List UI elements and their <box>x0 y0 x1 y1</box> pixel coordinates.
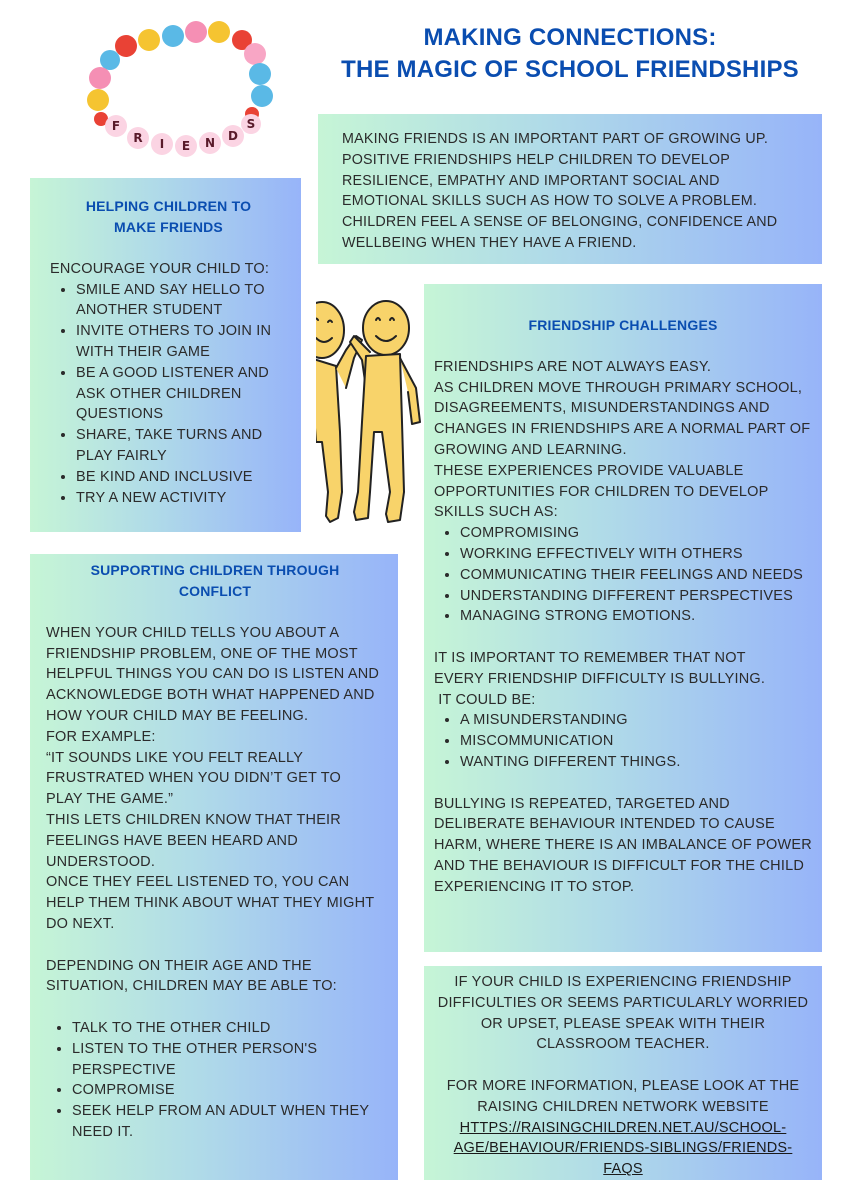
supporting-list <box>46 1018 384 1143</box>
letter-bead: S <box>246 117 256 131</box>
letter-beads <box>105 114 261 157</box>
list-item: • SMILE AND SAY HELLO TO ANOTHER STUDENT <box>76 280 287 322</box>
challenges-para: IT COULD BE: <box>434 691 536 708</box>
challenges-para: BULLYING IS REPEATED, TARGETED AND DELIBERATE BEHAVIOUR INTENDED TO CAUSE HARM, WHERE THERE IS AN IMBALANCE OF POWER AND THE BEHAVIOUR IS DIFFICULT FOR THE CHILD EXPERIENCING IT TO STOP. <box>434 795 812 895</box>
supporting-children-box <box>30 554 398 1180</box>
info-para: FOR MORE INFORMATION, PLEASE LOOK AT THE RAISING CHILDREN NETWORK WEBSITE <box>446 1077 800 1115</box>
helping-heading <box>50 196 287 238</box>
list-item: • COMPROMISING <box>460 523 812 544</box>
raising-children-link[interactable]: HTTPS://RAISINGCHILDREN.NET.AU/SCHOOL-AGE/BEHAVIOUR/FRIENDS-SIBLINGS/FRIENDS-FAQS <box>453 1119 793 1178</box>
supporting-para: “IT SOUNDS LIKE YOU FELT REALLY FRUSTRATED WHEN YOU DIDN’T GET TO PLAY THE GAME.” <box>46 749 342 808</box>
list-item: • BE A GOOD LISTENER AND ASK OTHER CHILDREN QUESTIONS <box>76 363 287 425</box>
letter-bead: D <box>228 129 238 143</box>
challenges-para: IT IS IMPORTANT TO REMEMBER THAT NOT EVERY FRIENDSHIP DIFFICULTY IS BULLYING. <box>434 649 766 687</box>
intro-line: WELLBEING WHEN THEY HAVE A FRIEND. <box>342 234 637 251</box>
skills-list <box>434 523 812 627</box>
list-item: • LISTEN TO THE OTHER PERSON'S PERSPECTIVE <box>72 1039 384 1081</box>
letter-bead: E <box>181 139 191 153</box>
letter-bead: I <box>159 137 165 151</box>
list-item: • WORKING EFFECTIVELY WITH OTHERS <box>460 544 812 565</box>
helping-heading-line-2: MAKE FRIENDS <box>114 219 223 235</box>
challenges-heading: FRIENDSHIP CHALLENGES <box>528 317 718 333</box>
list-item: • INVITE OTHERS TO JOIN IN WITH THEIR GAME <box>76 321 287 363</box>
list-item: • MANAGING STRONG EMOTIONS. <box>460 606 812 627</box>
challenges-para: THESE EXPERIENCES PROVIDE VALUABLE OPPORTUNITIES FOR CHILDREN TO DEVELOP SKILLS SUCH AS: <box>434 462 769 521</box>
intro-line: POSITIVE FRIENDSHIPS HELP CHILDREN TO DEVELOP <box>342 151 730 168</box>
list-item: • A MISUNDERSTANDING <box>460 710 812 731</box>
list-item: • MISCOMMUNICATION <box>460 731 812 752</box>
list-item: • WANTING DIFFERENT THINGS. <box>460 752 812 773</box>
helping-heading-line-1: HELPING CHILDREN TO <box>85 198 252 214</box>
intro-line: MAKING FRIENDS IS AN IMPORTANT PART OF GROWING UP. <box>342 131 768 147</box>
supporting-para: FOR EXAMPLE: <box>46 728 156 745</box>
supporting-para: THIS LETS CHILDREN KNOW THAT THEIR FEELINGS HAVE BEEN HEARD AND UNDERSTOOD. <box>46 811 341 870</box>
list-item: • SHARE, TAKE TURNS AND PLAY FAIRLY <box>76 425 287 467</box>
intro-box <box>318 114 822 264</box>
intro-line: CHILDREN FEEL A SENSE OF BELONGING, CONFIDENCE AND <box>342 214 778 231</box>
supporting-para: WHEN YOUR CHILD TELLS YOU ABOUT A FRIENDSHIP PROBLEM, ONE OF THE MOST HELPFUL THINGS YOU CAN DO IS LISTEN AND ACKNOWLEDGE BOTH WHAT HAPPENED AND HOW YOUR CHILD MAY BE FEELING. <box>46 624 380 724</box>
helping-children-box <box>30 178 301 532</box>
intro-line: EMOTIONAL SKILLS SUCH AS HOW TO SOLVE A PROBLEM. <box>342 193 758 210</box>
list-item: • UNDERSTANDING DIFFERENT PERSPECTIVES <box>460 586 812 607</box>
list-item: • TRY A NEW ACTIVITY <box>76 488 287 509</box>
friendship-challenges-box <box>424 284 822 952</box>
challenges-para: AS CHILDREN MOVE THROUGH PRIMARY SCHOOL, DISAGREEMENTS, MISUNDERSTANDINGS AND CHANGES IN FRIENDSHIPS ARE A NORMAL PART OF GROWING AND LEARNING. <box>434 379 811 458</box>
could-be-list <box>434 710 812 772</box>
title-line-1: MAKING CONNECTIONS: <box>423 24 717 51</box>
helping-list <box>50 280 287 509</box>
list-item: • SEEK HELP FROM AN ADULT WHEN THEY NEED IT. <box>72 1101 384 1143</box>
list-item: • BE KIND AND INCLUSIVE <box>76 467 287 488</box>
helping-lead: ENCOURAGE YOUR CHILD TO: <box>50 260 270 277</box>
friends-bracelet-logo <box>76 14 276 164</box>
list-item: • COMMUNICATING THEIR FEELINGS AND NEEDS <box>460 565 812 586</box>
bead-ring <box>87 21 273 126</box>
letter-bead: R <box>133 131 143 145</box>
intro-line: RESILIENCE, EMPATHY AND IMPORTANT SOCIAL AND <box>342 172 720 189</box>
list-item: • TALK TO THE OTHER CHILD <box>72 1018 384 1039</box>
further-info-box <box>424 966 822 1180</box>
supporting-heading-line-2: CONFLICT <box>178 583 252 599</box>
title-line-2: THE MAGIC OF SCHOOL FRIENDSHIPS <box>341 56 799 83</box>
smiling-friends-illustration <box>316 292 426 532</box>
info-para: IF YOUR CHILD IS EXPERIENCING FRIENDSHIP DIFFICULTIES OR SEEMS PARTICULARLY WORRIED OR UPSET, PLEASE SPEAK WITH THEIR CLASSROOM TEACHER. <box>437 974 809 1053</box>
supporting-para: ONCE THEY FEEL LISTENED TO, YOU CAN HELP THEM THINK ABOUT WHAT THEY MIGHT DO NEXT. <box>46 874 375 932</box>
page-title <box>300 22 840 86</box>
letter-bead: F <box>111 119 121 133</box>
supporting-heading <box>46 560 384 602</box>
list-item: • COMPROMISE <box>72 1080 384 1101</box>
supporting-para: DEPENDING ON THEIR AGE AND THE SITUATION, CHILDREN MAY BE ABLE TO: <box>46 957 337 995</box>
supporting-heading-line-1: SUPPORTING CHILDREN THROUGH <box>90 562 340 578</box>
challenges-para: FRIENDSHIPS ARE NOT ALWAYS EASY. <box>434 358 712 375</box>
letter-bead: N <box>204 136 216 150</box>
